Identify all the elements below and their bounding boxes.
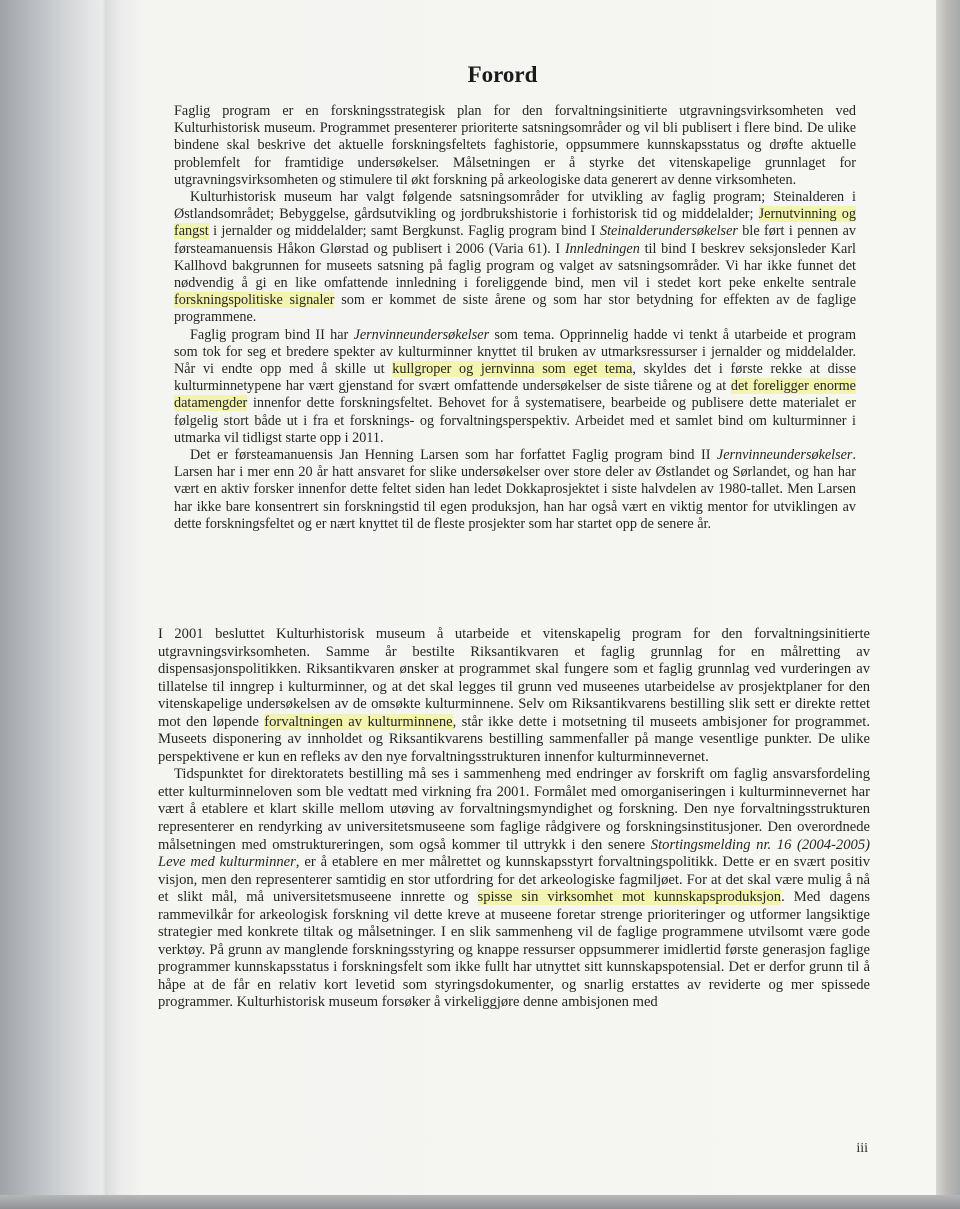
text-run: i jernalder og middelalder; samt Bergkunst. Faglig program bind I [208, 223, 600, 240]
text-run: , står ikke dette i motsetning til museets ambisjoner for programmet. Museets disponering av innholdet og Riksantikvarens bestilling sammenfaller på mange vesentlige punkter. De ulike perspektivene er kun en refleks av den nye forvaltningsstrukturen innenfor kulturminnevernet. [158, 713, 870, 765]
highlighted-text: det foreligger enorme datamengder [174, 378, 856, 412]
paragraph [174, 327, 856, 447]
text-run: innenfor dette forskningsfeltet. Behovet for å systematisere, bearbeide og publisere dette materialet er følgelig stort både ut i fra et forsknings- og forvaltningsperspektiv. Arbeidet med et samlet bind om kulturminner i utmarka vil tidligst starte opp i 2011. [174, 395, 856, 446]
highlighted-text: spisse sin virksomhet mot kunnskapsproduksjon [477, 889, 782, 906]
italic-text: Stortingsmelding nr. 16 (2004-2005) Leve med kulturminner [158, 836, 870, 871]
text-run: . Larsen har i mer enn 20 år hatt ansvaret for slike undersøkelser over store deler av Østlandet og Sørlandet, og han har vært en aktiv forsker innenfor dette feltet siden han ledet Dokkaprosjektet i siste halvdelen av 1980-tallet. Men Larsen har ikke bare konsentrert sin forskningstid til egen produksjon, han har også vært en viktig mentor for utviklingen av dette forskningsfeltet og er nært knyttet til de fleste prosjekter som har startet opp de senere år. [174, 447, 856, 532]
text-run: til bind I beskrev seksjonsleder Karl Kallhovd bakgrunnen for museets satsning på faglig program og valget av satsningsområder. Vi har ikke funnet det nødvendig å gi en like omfattende innledning i foreliggende bind, men vil i stedet kort peke enkelte sentrale [174, 240, 856, 292]
text-run: Faglig program bind II har [190, 326, 354, 343]
highlighted-text: forskningspolitiske signaler [174, 292, 335, 309]
highlighted-text: Jernutvinning og fangst [174, 206, 856, 240]
italic-text: Innledningen [564, 240, 640, 257]
text-run: . Med dagens rammevilkår for arkeologisk forskning vil dette kreve at museene foretar strenge prioriteringer og utformer langsiktige strategier med konkrete tiltak og målsetninger. I en slik sammenheng vil de faglige programmene utvilsomt være gode verktøy. På grunn av manglende forskningsstyring og knappe ressurser oppsummerer imidlertid første generasjon faglige programmer kunnskapsstatus i forskningsfelt som ikke fullt har utnyttet sitt kunnskapspotensial. Det er derfor grunn til å håpe at de får en relativ kort levetid som styringsdokumenter, og snarlig erstattes av reviderte og mer spissede programmer. Kulturhistorisk museum forsøker å virkeliggjøre denne ambisjonen med [158, 889, 870, 1011]
italic-text: Jernvinneundersøkelser [353, 326, 490, 343]
page-number: iii [856, 1141, 868, 1156]
paragraph [158, 766, 870, 1012]
italic-text: Steinalderundersøkelser [599, 223, 738, 240]
paragraph [174, 189, 856, 327]
text-run: , skyldes det i første rekke at disse kulturminnetypene har vært gjenstand for svært omfattende undersøkelser de siste tiårene og at [174, 361, 857, 395]
text-run: som tema. Opprinnelig hadde vi tenkt å utarbeide et program som tok for seg et bredere spekter av kulturminner knyttet til bruken av utmarksressurser i jernalder og middelalder. Når vi endte opp med å skille ut [174, 326, 856, 378]
italic-text: Jernvinneundersøkelser [716, 447, 853, 464]
text-run: ble ført i pennen av førsteamanuensis Håkon Glørstad og publisert i 2006 (Varia 61). I [174, 223, 856, 257]
text-run: Det er førsteamanuensis Jan Henning Larsen som har forfattet Faglig program bind II [190, 447, 717, 464]
text-run: , er å etablere en mer målrettet og kunnskapsstyrt forvaltningspolitikk. Dette er en svært positiv visjon, men den representerer samtidig en stor utfordring for det arkeologiske fagmiljøet. For at det skal være mulig å nå et slikt mål, må universitetsmuseene innrette og [158, 854, 870, 906]
highlighted-text: forvaltningen av kulturminnene [264, 713, 453, 730]
bottom-shadow [0, 1195, 960, 1209]
text-run: Tidspunktet for direktoratets bestilling må ses i sammenheng med endringer av forskrift om faglig ansvarsfordeling etter kulturminneloven som ble vedtatt med virkning fra 2001. Formålet med omorganiseringen i kulturminnevernet har vært å etablere et klart skille mellom utøving av forvaltningsmyndighet og forskning. Den nye forvaltningsstrukturen representerer en rendyrking av universitetsmuseene som faglige rådgivere og forskningsinstitusjoner. Den overordnede målsetningen med omstruktureringen, som også kommer til uttrykk i den senere [158, 766, 870, 853]
page-title: Forord [467, 62, 538, 87]
paragraph [158, 626, 870, 766]
text-run: I 2001 besluttet Kulturhistorisk museum å utarbeide et vitenskapelig program for den forvaltningsinitierte utgravningsvirksomheten. Samme år bestilte Riksantikvaren et faglig grunnlag for en målretting av dispensasjonspolitikken. Riksantikvaren ønsker at programmet skal fungere som et faglig grunnlag ved vurderingen av tillatelse til inngrep i kulturminner, og at det skal legges til grunn ved museenes utarbeidelse av prosjektplaner for den vitenskapelige undersøkelsen av de omsøkte kulturminnene. Selv om Riksantikvarens bestilling slik sett er direkte rettet mot den løpende [158, 626, 870, 730]
foreword-section-2 [158, 626, 870, 1012]
text-run: Faglig program er en forskningsstrategisk plan for den forvaltningsinitierte utgravningsvirksomheten ved Kulturhistorisk museum. Programmet presenterer prioriterte satsningsområder og vil bli publisert i flere bind. De ulike bindene skal beskrive det aktuelle forskningsfeltets faghistorie, oppsummere kunnskapsstatus og drøfte aktuelle problemfelt for framtidige undersøkelser. Målsetningen er å styrke det vitenskapelige grunnlaget for utgravningsvirksomheten og stimulere til økt forskning på arkeologiske data generert av denne virksomheten. [174, 103, 856, 188]
page-edge-stack [936, 0, 960, 1209]
text-run: som er kommet de siste årene og som har stor betydning for effekten av de faglige programmene. [174, 292, 856, 326]
paragraph [174, 447, 856, 533]
paragraph [174, 103, 856, 189]
foreword-section-1 [174, 103, 856, 533]
book-spine-shadow [0, 0, 112, 1209]
text-run: Kulturhistorisk museum har valgt følgende satsningsområder for utvikling av faglig program; Steinalderen i Østlandsområdet; Bebyggelse, gårdsutvikling og jordbrukshistorie i forhistorisk tid og middelalder; [174, 189, 856, 223]
highlighted-text: kullgroper og jernvinna som eget tema [392, 361, 633, 378]
